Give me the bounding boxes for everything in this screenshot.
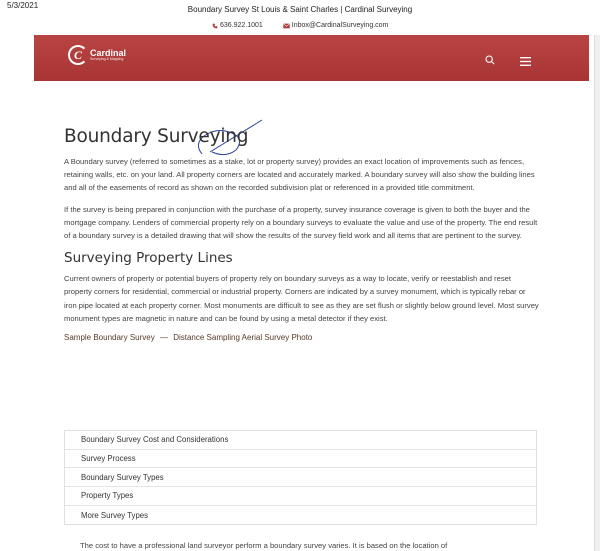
- logo-mark: C: [68, 45, 88, 65]
- scan-edge: [594, 35, 600, 551]
- phone-icon: [212, 23, 218, 29]
- email-link[interactable]: Inbox@CardinalSurveying.com: [283, 22, 398, 29]
- accordion: [64, 430, 537, 525]
- search-icon: [485, 55, 495, 65]
- phone-link[interactable]: 636.922.1001: [212, 22, 272, 29]
- search-button[interactable]: [485, 52, 495, 70]
- sample-links: [64, 333, 540, 342]
- print-date: 5/3/2021: [7, 1, 39, 10]
- section-paragraph: Current owners of property or potential buyers of property rely on boundary surveys as a way to locate, verify or reestablish and reset property corners for residential, commercial or industrial property. Corners are indicated by a survey monument, which is typically rebar or iron pipe located at each property corner. Most monuments are difficult to see as they are set flush or slightly below ground level. Most survey monument types are magnetic in nature and can be found by using a metal detector if they exist.: [64, 274, 539, 323]
- accordion-item[interactable]: Survey Process: [65, 450, 536, 469]
- menu-button[interactable]: [520, 53, 531, 71]
- site-navbar: [34, 35, 589, 81]
- cost-paragraph: The cost to have a professional land surveyor perform a boundary survey varies. It is based on the location of: [80, 541, 448, 550]
- contact-bar: [212, 22, 406, 31]
- intro-paragraph-1: A Boundary survey (referred to sometimes as a stake, lot or property survey) provides an exact location of improvements such as fences, retaining walls, etc. on your land. All property corners are located and accurately marked. A boundary survey will also show the building lines and all of the easements of record as shown on the recorded subdivision plat or referenced in a provided title commitment.: [64, 157, 535, 193]
- logo-subtitle: Surveying & Mapping: [90, 56, 124, 61]
- main-content: [64, 126, 540, 342]
- accordion-item[interactable]: Property Types: [65, 487, 536, 506]
- accordion-item[interactable]: More Survey Types: [81, 510, 149, 520]
- print-title: Boundary Survey St Louis & Saint Charles | Cardinal Surveying: [187, 5, 413, 14]
- sample-boundary-survey-link[interactable]: Sample Boundary Survey: [64, 333, 155, 343]
- accordion-item[interactable]: Boundary Survey Types: [65, 468, 536, 487]
- accordion-item[interactable]: Boundary Survey Cost and Considerations: [65, 431, 536, 450]
- section-title: Surveying Property Lines: [64, 250, 233, 267]
- page-title: Boundary Surveying: [64, 126, 249, 147]
- aerial-survey-photo-link[interactable]: Distance Sampling Aerial Survey Photo: [173, 333, 313, 343]
- envelope-icon: [283, 23, 290, 29]
- site-logo[interactable]: [68, 45, 126, 65]
- logo-brand: Cardinal: [90, 47, 127, 58]
- intro-paragraph-2: If the survey is being prepared in conjunction with the purchase of a property, survey insurance coverage is given to both the buyer and the mortgage company. Lenders of commercial property rely on a boundary surveys to evaluate the value and use of the property. The end result of a boundary survey is a detailed drawing that will show the results of the survey field work and all items that are pertinent to the survey.: [64, 204, 538, 241]
- hamburger-icon: [520, 57, 531, 66]
- link-separator: —: [159, 333, 168, 343]
